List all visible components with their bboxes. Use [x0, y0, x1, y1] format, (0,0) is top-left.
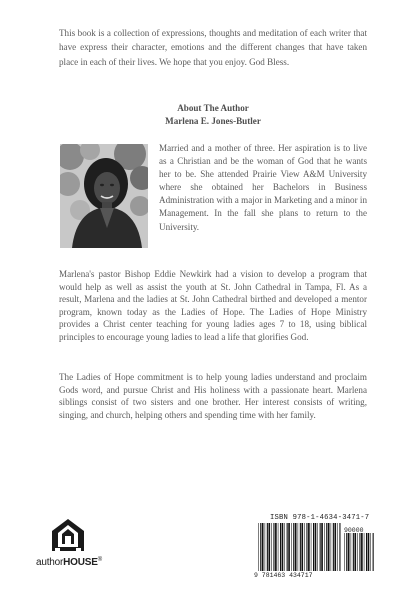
barcode-bar — [298, 523, 299, 571]
barcode-bar — [328, 523, 330, 571]
barcode-bar — [344, 533, 345, 571]
author-photo — [60, 144, 148, 248]
barcode-bar — [293, 523, 294, 571]
barcode-bar — [315, 523, 317, 571]
barcode-bar — [265, 523, 266, 571]
barcode-bar — [258, 523, 259, 571]
barcode-bar — [354, 533, 356, 571]
mentor-program-paragraph: Marlena's pastor Bishop Eddie Newkirk had a vision to develop a program that would help as well as assist the youth at St. John Cathedral in Tampa, Fl. As a result, Marlena and the ladies at St. John Cathedral birthed and developed a mentor program, known today as the Ladies of Hope. The Ladies of Hope Ministry provides a Christ center teaching for young ladies ages 7 to 18, using biblical principles to encourage young ladies to lead a life that glorifies God. — [59, 269, 367, 342]
barcode-bar — [287, 523, 288, 571]
barcode-bar — [288, 523, 290, 571]
wordmark-author: author — [36, 557, 64, 568]
barcode-bar — [337, 523, 338, 571]
barcode-bar — [267, 523, 268, 571]
barcode-digits: 9 781463 434717 — [254, 572, 313, 579]
publisher-wordmark — [36, 557, 106, 568]
barcode-bar — [300, 523, 301, 571]
barcode-bar — [260, 523, 261, 571]
barcode-bar — [331, 523, 332, 571]
barcode-bar — [313, 523, 314, 571]
barcode-bar — [308, 523, 310, 571]
barcode-bar — [262, 523, 264, 571]
barcode-bar — [320, 523, 321, 571]
barcode-bar — [301, 523, 303, 571]
barcode-bar — [351, 533, 352, 571]
authorhouse-logo-icon — [50, 517, 86, 553]
barcode-bar — [282, 523, 284, 571]
about-author-heading-block — [59, 102, 367, 128]
registered-mark: ® — [97, 557, 102, 563]
barcode-bar — [368, 533, 370, 571]
barcode-bar — [304, 523, 305, 571]
barcode-bar — [357, 533, 358, 571]
barcode-bar — [333, 523, 334, 571]
barcode-bar — [284, 523, 285, 571]
barcode-bar — [361, 533, 363, 571]
about-heading: About The Author — [177, 103, 249, 113]
barcode-bar — [311, 523, 312, 571]
barcode-bar — [291, 523, 292, 571]
isbn-text: ISBN 978-1-4634-3471-7 — [270, 514, 370, 522]
barcode-bar — [370, 533, 371, 571]
barcode-bar — [359, 533, 360, 571]
bio-side-paragraph: Married and a mother of three. Her aspiration is to live as a Christian and be the woman of God that he wants her to be. She attended Prairie View A&M University where she obtained her Bachelors in Business Administration with a major in Marketing and a minor in Management. In the fall she plans to return to the University. — [159, 143, 367, 232]
barcode-bar — [306, 523, 307, 571]
barcode-bar — [373, 533, 374, 571]
barcode-bar — [324, 523, 325, 571]
barcode-bar — [348, 533, 350, 571]
isbn-barcode — [252, 514, 378, 582]
author-name: Marlena E. Jones-Butler — [165, 116, 261, 126]
barcode-bar — [275, 523, 277, 571]
barcode-bar — [334, 523, 336, 571]
barcode-bar — [353, 533, 354, 571]
barcode-bar — [346, 533, 347, 571]
barcode-bar — [317, 523, 318, 571]
publisher-logo — [36, 517, 100, 581]
barcode-bar — [339, 523, 340, 571]
barcode-bar — [295, 523, 297, 571]
barcode-bar — [271, 523, 272, 571]
barcode-bar — [366, 533, 367, 571]
barcode-bar — [364, 533, 365, 571]
barcode-bar — [280, 523, 281, 571]
barcode-bar — [278, 523, 279, 571]
barcode-bar — [321, 523, 323, 571]
price-code: 90000 — [344, 527, 364, 534]
barcode-bar — [268, 523, 270, 571]
barcode-bar — [273, 523, 274, 571]
commitment-paragraph: The Ladies of Hope commitment is to help young ladies understand and proclaim Gods word, and pursue Christ and His holiness with a passionate heart. Marlena siblings consist of two sisters and one brother. Her interest consists of writing, singing, and church, helping others and spending time with her family. — [59, 372, 367, 420]
intro-paragraph: This book is a collection of expressions, thoughts and meditation of each writer that have express their character, emotions and the different changes that have taken place in each of their lives. We hope that you enjoy. God Bless. — [59, 28, 367, 67]
wordmark-house: HOUSE — [63, 557, 98, 568]
barcode-bar — [326, 523, 327, 571]
